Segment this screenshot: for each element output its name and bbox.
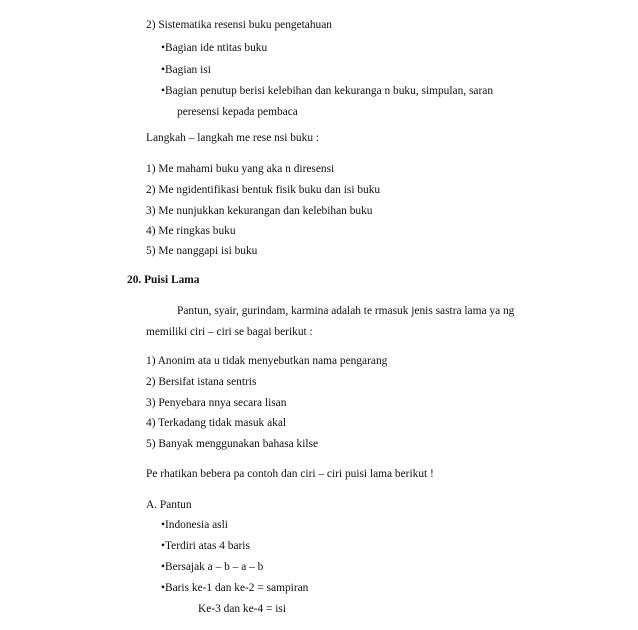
list-item: •Indonesia asli [161, 519, 228, 531]
list-item-continuation: Ke-3 dan ke-4 = isi [198, 603, 287, 615]
paragraph-line: Pantun, syair, gurindam, karmina adalah te rmasuk jenis sastra lama ya ng [177, 305, 515, 317]
section-heading: 2) Sistematika resensi buku pengetahuan [146, 19, 332, 31]
list-item: •Bagian isi [161, 64, 211, 76]
list-item: 2) Bersifat istana sentris [146, 376, 257, 388]
list-item: 4) Me ringkas buku [146, 225, 236, 237]
list-item: 3) Penyebara nnya secara lisan [146, 397, 287, 409]
paragraph-line: Pe rhatikan bebera pa contoh dan ciri – ciri puisi lama berikut ! [146, 468, 434, 480]
section-title: 20. Puisi Lama [127, 274, 200, 286]
list-item: •Bersajak a – b – a – b [161, 561, 264, 573]
list-item: •Terdiri atas 4 baris [161, 540, 250, 552]
list-item-continuation: peresensi kepada pembaca [177, 106, 298, 118]
subsection-label: A. Pantun [146, 499, 192, 511]
list-item: 4) Terkadang tidak masuk akal [146, 417, 287, 429]
list-item: •Bagian penutup berisi kelebihan dan kekuranga n buku, simpulan, saran [161, 85, 494, 97]
steps-title: Langkah – langkah me rese nsi buku : [146, 132, 320, 144]
list-item: •Baris ke-1 dan ke-2 = sampiran [161, 582, 309, 594]
list-item: 1) Anonim ata u tidak menyebutkan nama pengarang [146, 355, 388, 367]
list-item: •Bagian ide ntitas buku [161, 42, 268, 54]
paragraph-line: memiliki ciri – ciri se bagai berikut : [146, 326, 313, 338]
list-item: 5) Me nanggapi isi buku [146, 245, 258, 257]
list-item: 1) Me mahami buku yang aka n diresensi [146, 163, 335, 175]
list-item: 2) Me ngidentifikasi bentuk fisik buku dan isi buku [146, 184, 381, 196]
list-item: 5) Banyak menggunakan bahasa kilse [146, 438, 319, 450]
list-item: 3) Me nunjukkan kekurangan dan kelebihan buku [146, 205, 373, 217]
